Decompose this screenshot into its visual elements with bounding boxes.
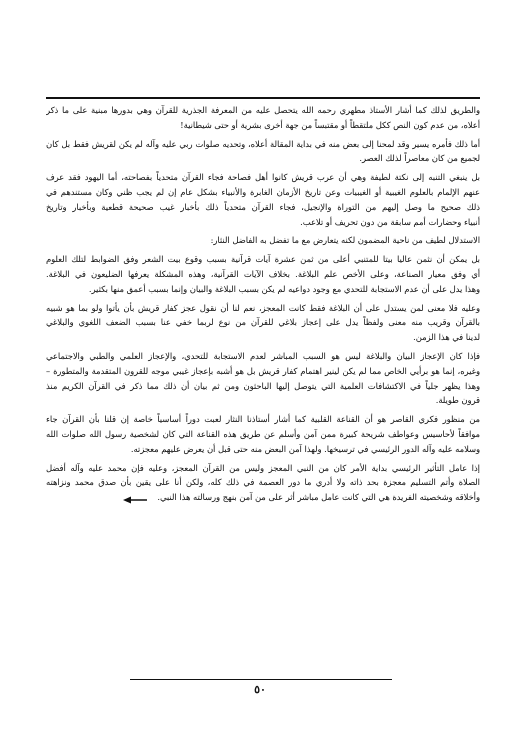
text-line: بالقرآن وقريب منه معنى ولفظاً يدل على إعجاز بلاغي للقرآن من نوع لربما خفي عنا بسبب الضعف اللغوي والبلاغي xyxy=(46,317,480,328)
text-line: الصلاة وأتم التسليم معجزة بحد ذاته ولا أدري ما دور العصمة في ذلك كله، ولكن أنا على يقين بأن صدق محمد ونزاهته xyxy=(46,477,480,488)
text-line: الاستدلال لطيف من ناحية المضمون لكنه يتعارض مع ما تفضل به الفاضل النثار: xyxy=(210,235,480,246)
text-line: والطريق لذلك كما أشار الأستاذ مطهري رحمه الله يتحصل عليه من المعرفة الجذرية للقرآن وهي بدورها مبنية على ما ذكر xyxy=(46,105,480,115)
text-line: موافقاً لأحاسيس وعواطف شريحة كبيرة ممن آمن وأسلم عن طريق هذه القناعة التي كان لشخصية رسول الله صلوات الله xyxy=(46,428,480,439)
quote-paragraph xyxy=(46,252,480,296)
footer-divider xyxy=(130,679,392,680)
text-line: لجميع من كان معاصراً لذلك العصر. xyxy=(359,153,480,164)
text-line: بل يمكن أن نثمن عاليا بيتا للمتنبي أعلى من ثمن عشرة آيات قرآنية بسبب وقوع بيت الشعر وفق الضوابط لتلك العلوم xyxy=(46,254,480,265)
text-line: عنهم الإلمام بالعلوم الغيبية أو الغيبيات وعن تاريخ الأزمان الغابرة والأنبياء بشكل عام إن لم يجب ظني وكان مستندهم في xyxy=(46,186,480,197)
text-line: لدينا في هذا الزمن. xyxy=(413,332,480,343)
text-line: أما ذلك فأمره يسير وقد لمحنا إلى بعض منه في بداية المقالة أعلاه، وتحديه صلوات ربي عليه وآله لم يكن لقريش فقط بل كان xyxy=(46,138,480,149)
text-line: أعلاه، من عدم كون النص ككل ملتقطاً أو مقتبساً من جهة أخرى بشرية أو حتى شيطانية! xyxy=(180,119,480,130)
text-line: وعليه فلا معنى لمن يستدل على أن البلاغة فقط كانت المعجز، نعم لنا أن نقول عجز كفار قريش بأن يأتوا ولو بما هو شبيه xyxy=(46,302,480,313)
paragraph xyxy=(46,461,480,505)
text-line: إذا عامل التأثير الرئيسي بداية الأمر كان من النبي المعجز وليس من القرآن المعجز، وعليه فإن محمد عليه وآله أفضل xyxy=(46,462,480,473)
text-line: أي وفق معيار الصناعة، وعلى الأخص علم البلاغة. بخلاف الآيات القرآنية، وهذه المشكلة يعرفها الضليعون في البلاغة. xyxy=(46,268,480,279)
text-line-with-arrow xyxy=(46,490,480,505)
text-line: من منظور فكري القاصر هو أن القناعة القلبية كما أشار أستاذنا النثار لعبت دوراً أساسياً خاصة إن قلنا بأن القرآن جاء xyxy=(46,414,480,425)
text-line: وسلامه عليه وآله الدور الرئيسي في ترسيخها. ولهذا آمن البعض منه حتى قبل أن يعرض عليهم معجزته. xyxy=(130,443,480,454)
text-line: وأخلاقه وشخصيته الفريدة هي التي كانت عامل مباشر أثر على من آمن بنهج ورسالته هذا النبي. xyxy=(157,492,480,503)
paragraph xyxy=(46,349,480,408)
arrow-left-icon xyxy=(123,494,147,502)
body-text xyxy=(46,103,480,509)
text-line: ذلك صحيح ما وصل إليهم من التوراة والإنجيل، فجاء القرآن متحدياً ذلك بأخبار غيب صحيحة قطعية وبأخبار وتاريخ xyxy=(46,201,480,212)
text-line: بل ينبغي التنبه إلى نكتة لطيفة وهي أن عرب قريش كانوا أهل فصاحة فجاء القرآن متحدياً بفصاحته، أما اليهود فقد عرف xyxy=(46,172,480,183)
paragraph xyxy=(46,301,480,345)
text-line: وهذا يظهر جلياً في الاكتشافات العلمية التي يتوصل إليها الباحثون ومن ثم بيان أن ذلك مما ذكر في القرآن الكريم منذ xyxy=(46,380,480,391)
paragraph xyxy=(46,233,480,248)
text-line: وغيره، إنما هو برأيي الخاص مما لم يكن لينير اهتمام كفار قريش بل هو أشبه بإعجاز غيبي موجه للقرون المتقدمة والمتطورة – xyxy=(46,365,480,376)
header-divider xyxy=(46,97,480,99)
text-line: فإذا كان الإعجاز البيان والبلاغة ليس هو السبب المباشر لعدم الاستجابة للتحدي، والإعجاز العلمي والطبي والاجتماعي xyxy=(46,350,480,361)
text-line: وهذا يدل على أن عدم الاستجابة للتحدي مع وجود دواعيه لم يكن بسبب البلاغة والبيان وإنما بسبب أعمق منها بكثير. xyxy=(88,283,480,294)
paragraph xyxy=(46,103,480,133)
paragraph xyxy=(46,412,480,456)
paragraph xyxy=(46,137,480,167)
text-line: قرون طويلة. xyxy=(435,395,480,406)
text-line: أنبياء وحضارات أمم سابقة من دون تحريف أو تلاعب. xyxy=(300,216,480,227)
page-number: ٥٠ xyxy=(254,683,266,696)
paragraph xyxy=(46,170,480,229)
